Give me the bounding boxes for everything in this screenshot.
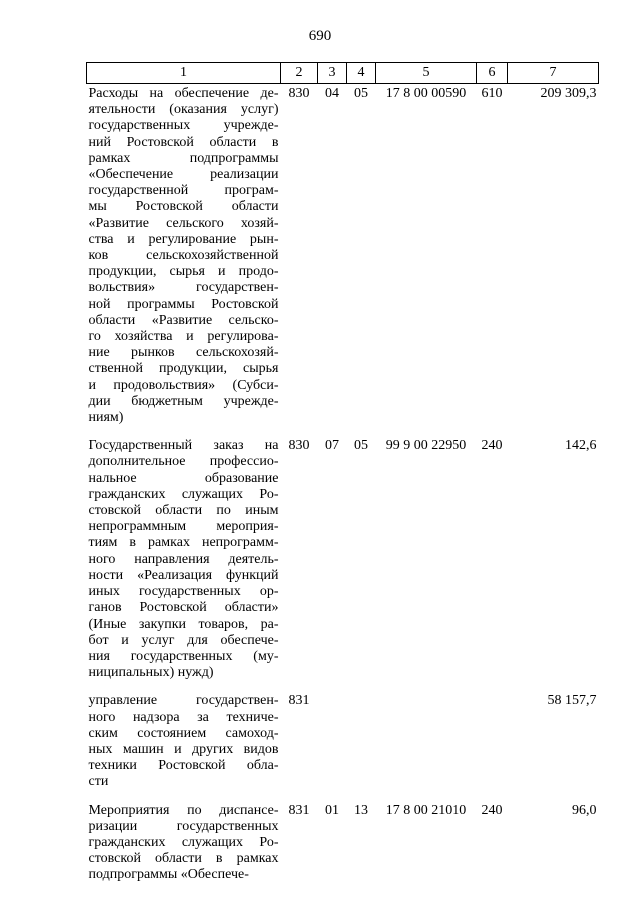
- description-line: ятельности (оказания услуг): [88, 102, 279, 118]
- description-line: стовской области в рамках: [88, 851, 279, 867]
- description-line: управление государствен-: [88, 693, 279, 709]
- amount-cell: 96,0: [572, 802, 597, 818]
- target-article-cell: [376, 691, 477, 800]
- amount-cell: 142,6: [565, 438, 597, 454]
- description-line: ризации государственных: [88, 818, 279, 834]
- description-line: гражданских служащих Ро-: [88, 486, 279, 502]
- column-header: 7: [508, 63, 599, 84]
- amount-cell: 58 157,7: [547, 693, 597, 709]
- table-row: [87, 436, 599, 691]
- description-line: подпрограммы «Обеспече-: [88, 867, 249, 883]
- description-line: нальное образование: [88, 470, 279, 486]
- target-article-cell: 17 8 00 21010: [385, 802, 467, 818]
- description-line: ного направления деятель-: [88, 551, 279, 567]
- expense-type-cell: 240: [481, 802, 503, 818]
- description-line: техники Ростовской обла-: [88, 758, 279, 774]
- description-line: и продовольствия» (Субси-: [88, 377, 279, 393]
- description-line: сти: [88, 774, 109, 790]
- description-line: дополнительное профессио-: [88, 454, 279, 470]
- description-line: го хозяйства и регулирова-: [88, 329, 279, 345]
- description-line: продукции, сырья и продо-: [88, 264, 279, 280]
- description-cell: [87, 84, 281, 437]
- description-line: ных машин и других видов: [88, 741, 279, 757]
- expense-type-cell: 610: [481, 86, 503, 101]
- description-line: ной программы Ростовской: [88, 296, 279, 312]
- ministry-code-cell: 831: [288, 693, 310, 709]
- description-line: мы Ростовской области: [88, 199, 279, 215]
- section-cell: 07: [325, 438, 339, 454]
- description-line: гражданских служащих Ро-: [88, 834, 279, 850]
- column-header: 1: [87, 63, 281, 84]
- description-line: Государственный заказ на: [88, 438, 279, 454]
- description-line: ности «Реализация функций: [88, 567, 279, 583]
- description-line: ниям): [88, 410, 124, 426]
- description-line: государственных учрежде-: [88, 118, 279, 134]
- ministry-code-cell: 830: [288, 86, 310, 101]
- subsection-cell: 05: [354, 86, 368, 101]
- table-row: [87, 84, 599, 437]
- budget-table: [86, 62, 599, 894]
- description-line: рамках подпрограммы: [88, 150, 279, 166]
- target-article-cell: 17 8 00 00590: [385, 86, 467, 101]
- column-header: 3: [318, 63, 347, 84]
- amount-cell: 209 309,3: [540, 86, 597, 101]
- description-line: государственной програм-: [88, 183, 279, 199]
- column-header: 2: [281, 63, 318, 84]
- section-cell: 01: [325, 802, 339, 818]
- target-article-cell: 99 9 00 22950: [385, 438, 467, 454]
- section-cell: [318, 691, 347, 800]
- description-cell: [87, 801, 281, 894]
- page-number: 690: [308, 28, 332, 44]
- description-line: стовской области по иным: [88, 503, 279, 519]
- table-row: [87, 801, 599, 894]
- description-line: ниципальных) нужд): [88, 665, 214, 681]
- description-line: ственной продукции, сырья: [88, 361, 279, 377]
- description-line: «Обеспечение реализации: [88, 167, 279, 183]
- description-line: Мероприятия по диспансе-: [88, 802, 279, 818]
- column-header: 4: [347, 63, 376, 84]
- description-line: «Развитие сельского хозяй-: [88, 215, 279, 231]
- description-line: ний Ростовской области в: [88, 134, 279, 150]
- description-line: (Иные закупки товаров, ра-: [88, 616, 279, 632]
- description-line: ного надзора за техниче-: [88, 709, 279, 725]
- description-line: вольствия» государствен-: [88, 280, 279, 296]
- description-line: ния государственных (му-: [88, 648, 279, 664]
- description-line: Расходы на обеспечение де-: [88, 86, 279, 101]
- description-line: дии бюджетным учрежде-: [88, 393, 279, 409]
- section-cell: 04: [325, 86, 339, 101]
- description-cell: [87, 691, 281, 800]
- expense-type-cell: [477, 691, 508, 800]
- description-line: ским состоянием самоход-: [88, 725, 279, 741]
- description-line: бот и услуг для обеспече-: [88, 632, 279, 648]
- description-cell: [87, 436, 281, 691]
- subsection-cell: 13: [354, 802, 368, 818]
- description-line: ние рынков сельскохозяй-: [88, 345, 279, 361]
- description-line: ков сельскохозяйственной: [88, 248, 279, 264]
- table-body: [87, 84, 599, 894]
- ministry-code-cell: 831: [288, 802, 310, 818]
- description-line: непрограммным мероприя-: [88, 519, 279, 535]
- column-header: 5: [376, 63, 477, 84]
- table-row: [87, 691, 599, 800]
- ministry-code-cell: 830: [288, 438, 310, 454]
- column-header: 6: [477, 63, 508, 84]
- subsection-cell: [347, 691, 376, 800]
- subsection-cell: 05: [354, 438, 368, 454]
- description-line: ства и регулирование рын-: [88, 231, 279, 247]
- table-header-row: [87, 63, 599, 84]
- description-line: ганов Ростовской области»: [88, 600, 279, 616]
- description-line: тиям в рамках непрограмм-: [88, 535, 279, 551]
- description-line: области «Развитие сельско-: [88, 312, 279, 328]
- description-line: иных государственных ор-: [88, 584, 279, 600]
- expense-type-cell: 240: [481, 438, 503, 454]
